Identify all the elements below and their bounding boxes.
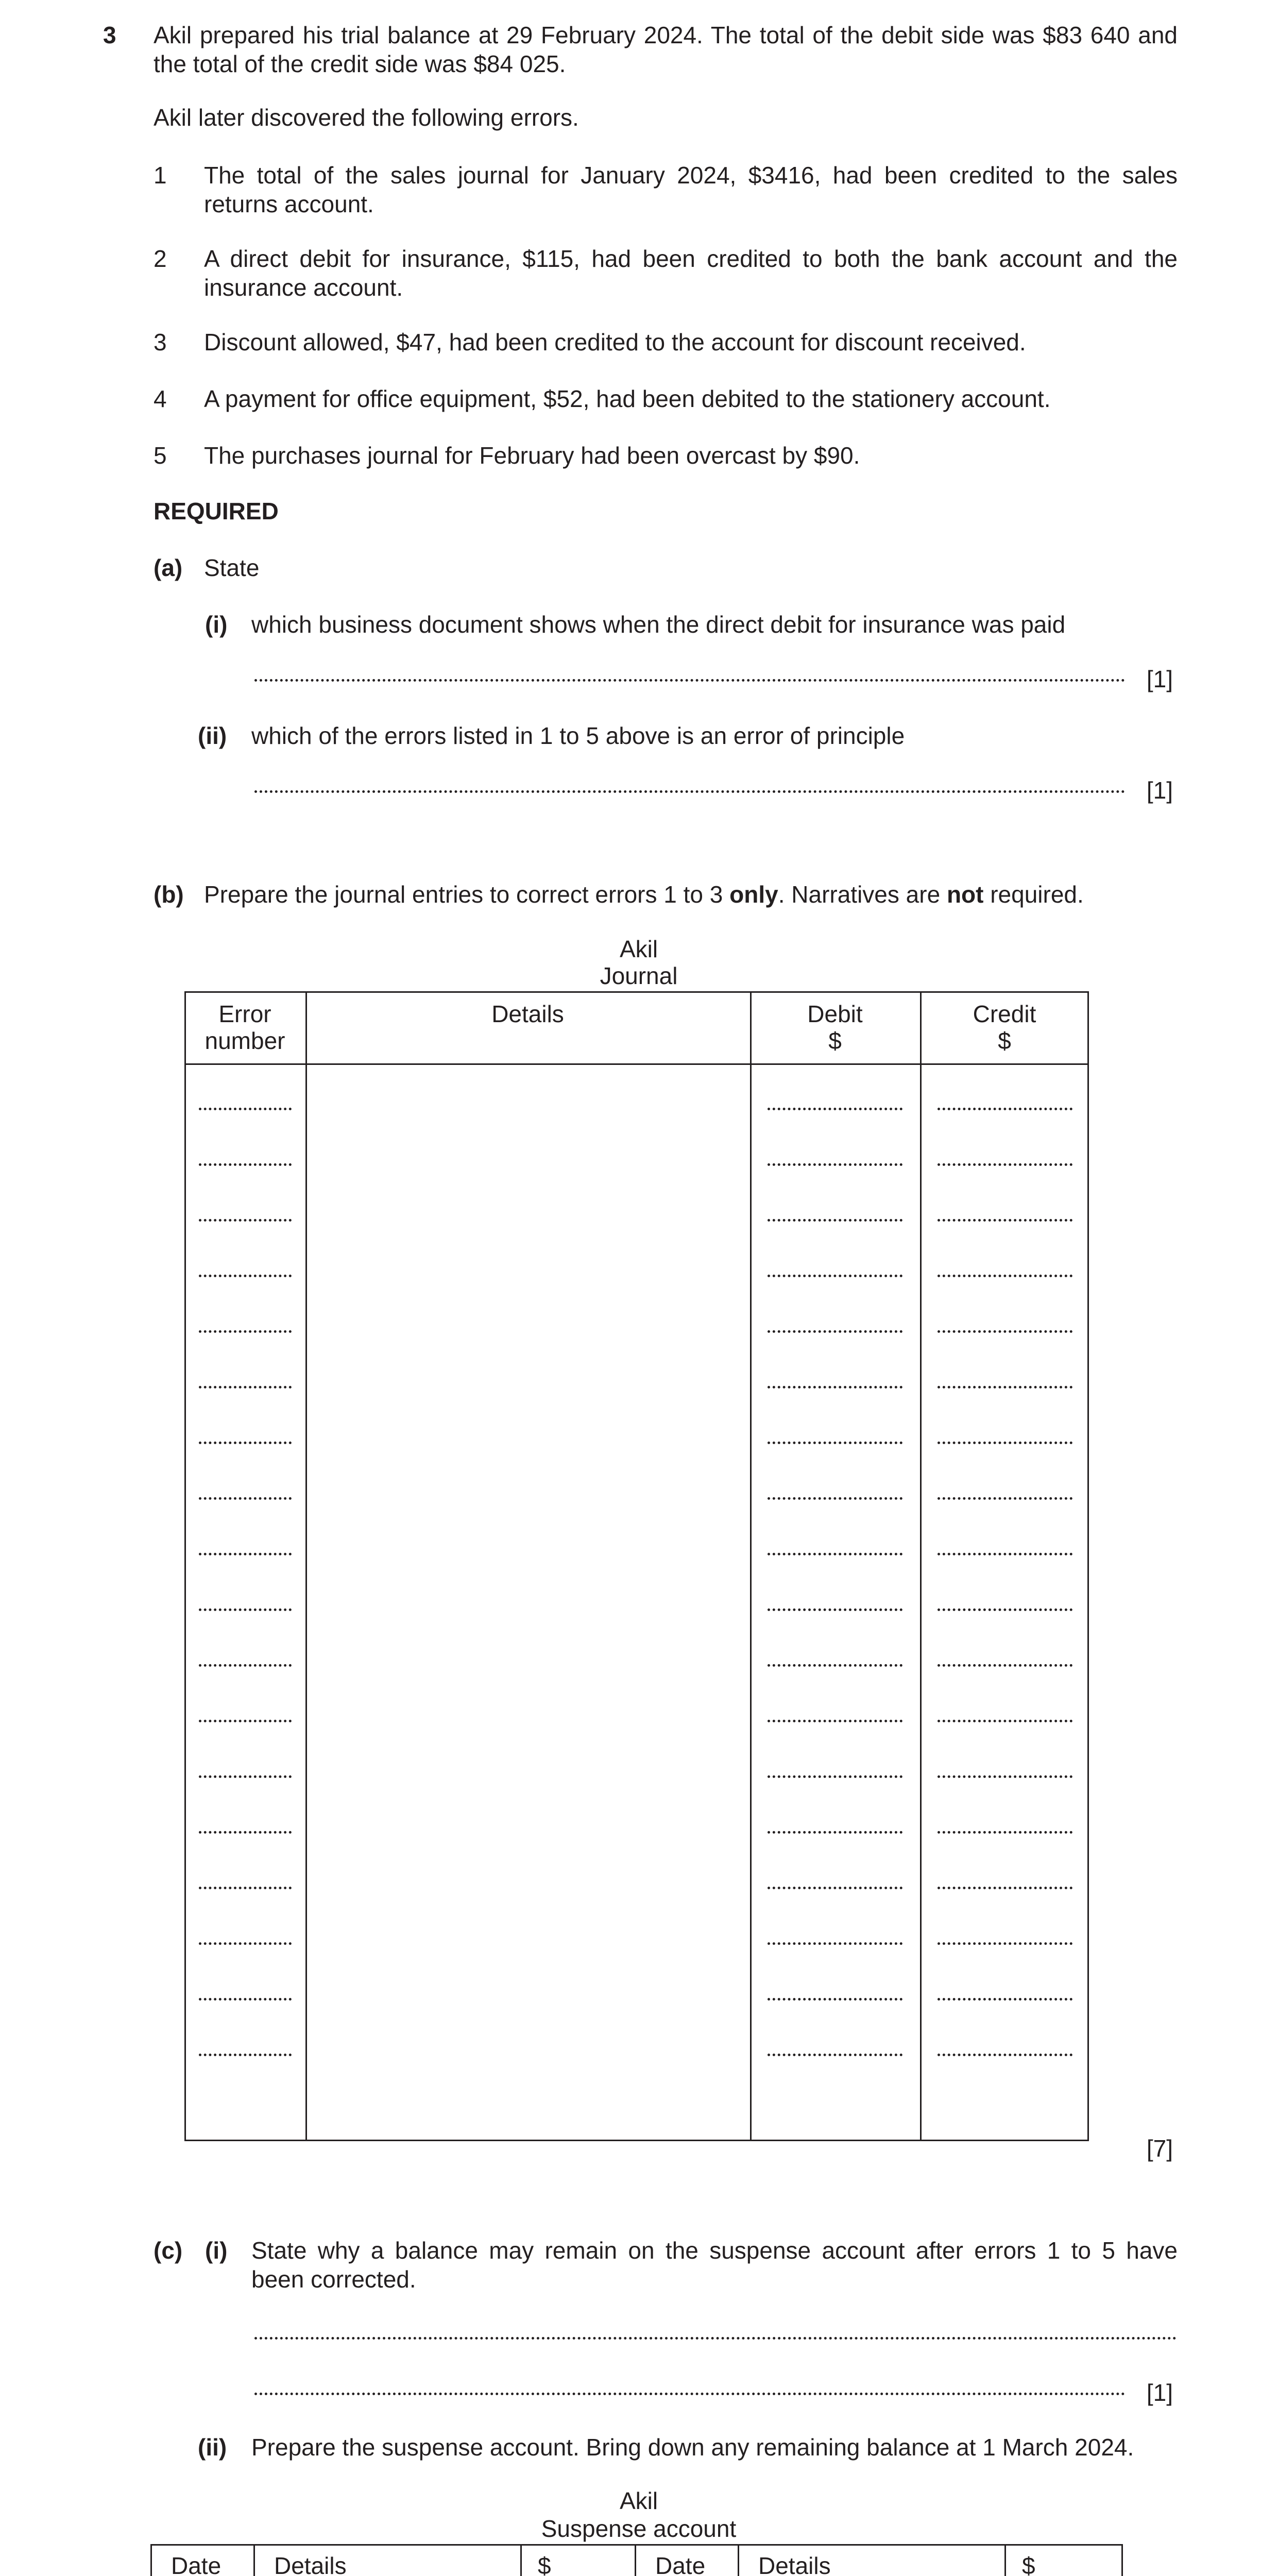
journal-header-debit-unit: $ bbox=[828, 1027, 842, 1054]
error-1-line1: The total of the sales journal for January 2024, $3416, had been credited to the sales bbox=[204, 162, 1178, 189]
journal-error-number-input[interactable] bbox=[199, 1163, 292, 1166]
error-1-number: 1 bbox=[154, 162, 167, 189]
part-c-ii-label: (ii) bbox=[198, 2434, 227, 2461]
suspense-owner: Akil bbox=[619, 2487, 658, 2514]
journal-credit-input[interactable] bbox=[938, 1442, 1072, 1444]
part-a-i-mark: [1] bbox=[1146, 666, 1173, 692]
journal-credit-input[interactable] bbox=[938, 1775, 1072, 1778]
journal-header-error-2: number bbox=[205, 1027, 285, 1054]
answer-line-a-ii[interactable] bbox=[254, 790, 1125, 793]
journal-title: Journal bbox=[600, 962, 678, 989]
question-number: 3 bbox=[103, 22, 116, 48]
journal-debit-input[interactable] bbox=[768, 1163, 902, 1166]
journal-credit-input[interactable] bbox=[938, 1163, 1072, 1166]
journal-header-divider bbox=[184, 1063, 1089, 1065]
journal-debit-input[interactable] bbox=[768, 1942, 902, 1945]
journal-error-number-input[interactable] bbox=[199, 1553, 292, 1555]
journal-error-number-input[interactable] bbox=[199, 1386, 292, 1388]
part-b-instruction bbox=[204, 880, 1084, 909]
suspense-header-date-credit: Date bbox=[655, 2552, 706, 2576]
suspense-col-divider-3 bbox=[635, 2544, 636, 2576]
part-b-text-post: required. bbox=[983, 881, 1084, 908]
journal-error-number-input[interactable] bbox=[199, 1831, 292, 1834]
journal-error-number-input[interactable] bbox=[199, 1942, 292, 1945]
error-5-line1: The purchases journal for February had been overcast by $90. bbox=[204, 442, 860, 469]
suspense-col-divider-4 bbox=[738, 2544, 739, 2576]
part-b-text-pre: Prepare the journal entries to correct errors 1 to 3 bbox=[204, 881, 730, 908]
part-b-text-mid: . Narratives are bbox=[778, 881, 947, 908]
journal-error-number-input[interactable] bbox=[199, 1275, 292, 1277]
required-heading: REQUIRED bbox=[154, 498, 279, 524]
journal-credit-input[interactable] bbox=[938, 1720, 1072, 1722]
journal-debit-input[interactable] bbox=[768, 1720, 902, 1722]
journal-debit-input[interactable] bbox=[768, 1775, 902, 1778]
journal-credit-input[interactable] bbox=[938, 1831, 1072, 1834]
journal-credit-input[interactable] bbox=[938, 1608, 1072, 1611]
suspense-header-amount-credit: $ bbox=[1022, 2552, 1035, 2576]
error-3-line1: Discount allowed, $47, had been credited to the account for discount received. bbox=[204, 329, 1026, 355]
error-2-line1: A direct debit for insurance, $115, had been credited to both the bank account and the bbox=[204, 245, 1178, 272]
journal-error-number-input[interactable] bbox=[199, 1887, 292, 1889]
suspense-col-divider-5 bbox=[1004, 2544, 1006, 2576]
part-c-i-label: (i) bbox=[205, 2237, 228, 2264]
journal-debit-input[interactable] bbox=[768, 1608, 902, 1611]
part-a-i-text: which business document shows when the direct debit for insurance was paid bbox=[251, 611, 1066, 638]
journal-credit-input[interactable] bbox=[938, 1108, 1072, 1110]
part-b-label: (b) bbox=[154, 881, 184, 908]
errors-intro: Akil later discovered the following errors. bbox=[154, 104, 579, 131]
journal-error-number-input[interactable] bbox=[199, 1497, 292, 1500]
suspense-col-divider-1 bbox=[253, 2544, 255, 2576]
journal-credit-input[interactable] bbox=[938, 1330, 1072, 1333]
journal-error-number-input[interactable] bbox=[199, 1664, 292, 1667]
journal-header-debit: Debit bbox=[807, 1001, 863, 1027]
suspense-col-divider-2 bbox=[520, 2544, 522, 2576]
journal-credit-input[interactable] bbox=[938, 1998, 1072, 2001]
journal-error-number-input[interactable] bbox=[199, 1608, 292, 1611]
part-b-text-only: only bbox=[729, 881, 778, 908]
suspense-header-details-debit: Details bbox=[274, 2552, 347, 2576]
error-4-number: 4 bbox=[154, 385, 167, 412]
part-a-ii-mark: [1] bbox=[1146, 777, 1173, 804]
part-c-i-line2: been corrected. bbox=[251, 2266, 416, 2293]
error-3-number: 3 bbox=[154, 329, 167, 355]
journal-credit-input[interactable] bbox=[938, 1497, 1072, 1500]
journal-col-divider-2 bbox=[750, 991, 752, 2141]
part-a-label: (a) bbox=[154, 554, 183, 581]
journal-credit-input[interactable] bbox=[938, 1664, 1072, 1667]
answer-line-c-i-1[interactable] bbox=[254, 2337, 1177, 2340]
journal-debit-input[interactable] bbox=[768, 1664, 902, 1667]
journal-debit-input[interactable] bbox=[768, 1998, 902, 2001]
suspense-header-details-credit: Details bbox=[758, 2552, 831, 2576]
part-c-i-line1: State why a balance may remain on the suspense account after errors 1 to 5 have bbox=[251, 2237, 1178, 2264]
journal-error-number-input[interactable] bbox=[199, 1775, 292, 1778]
part-a-i-label: (i) bbox=[205, 611, 228, 638]
question-intro-line2: the total of the credit side was $84 025. bbox=[154, 50, 566, 77]
journal-credit-input[interactable] bbox=[938, 1942, 1072, 1945]
journal-debit-input[interactable] bbox=[768, 1553, 902, 1555]
error-1-line2: returns account. bbox=[204, 191, 374, 217]
journal-credit-input[interactable] bbox=[938, 1275, 1072, 1277]
error-4-line1: A payment for office equipment, $52, had been debited to the stationery account. bbox=[204, 385, 1051, 412]
journal-debit-input[interactable] bbox=[768, 1386, 902, 1388]
journal-header-credit: Credit bbox=[973, 1001, 1036, 1027]
journal-error-number-input[interactable] bbox=[199, 2054, 292, 2056]
part-b-text-not: not bbox=[946, 881, 984, 908]
journal-credit-input[interactable] bbox=[938, 1887, 1072, 1889]
part-a-text: State bbox=[204, 554, 260, 581]
journal-debit-input[interactable] bbox=[768, 1330, 902, 1333]
journal-header-error-1: Error bbox=[218, 1001, 271, 1027]
journal-header-details: Details bbox=[491, 1001, 564, 1027]
error-2-number: 2 bbox=[154, 245, 167, 272]
part-c-i-mark: [1] bbox=[1146, 2379, 1173, 2406]
journal-debit-input[interactable] bbox=[768, 1275, 902, 1277]
journal-error-number-input[interactable] bbox=[199, 1442, 292, 1444]
journal-header-credit-unit: $ bbox=[998, 1027, 1011, 1054]
journal-col-divider-1 bbox=[305, 991, 307, 2141]
journal-debit-input[interactable] bbox=[768, 2054, 902, 2056]
journal-debit-input[interactable] bbox=[768, 1497, 902, 1500]
journal-debit-input[interactable] bbox=[768, 1887, 902, 1889]
journal-debit-input[interactable] bbox=[768, 1219, 902, 1222]
suspense-header-amount-debit: $ bbox=[538, 2552, 551, 2576]
journal-error-number-input[interactable] bbox=[199, 1330, 292, 1333]
journal-debit-input[interactable] bbox=[768, 1442, 902, 1444]
suspense-header-date-debit: Date bbox=[171, 2552, 221, 2576]
journal-error-number-input[interactable] bbox=[199, 1998, 292, 2001]
journal-error-number-input[interactable] bbox=[199, 1108, 292, 1110]
part-c-label: (c) bbox=[154, 2237, 183, 2264]
part-c-ii-text: Prepare the suspense account. Bring down any remaining balance at 1 March 2024. bbox=[251, 2434, 1134, 2461]
error-2-line2: insurance account. bbox=[204, 274, 403, 301]
part-a-ii-text: which of the errors listed in 1 to 5 above is an error of principle bbox=[251, 722, 905, 749]
suspense-title: Suspense account bbox=[541, 2515, 737, 2542]
journal-col-divider-3 bbox=[920, 991, 922, 2141]
journal-credit-input[interactable] bbox=[938, 1386, 1072, 1388]
answer-line-c-i-2[interactable] bbox=[254, 2393, 1125, 2395]
part-a-ii-label: (ii) bbox=[198, 722, 227, 749]
journal-debit-input[interactable] bbox=[768, 1831, 902, 1834]
journal-debit-input[interactable] bbox=[768, 1108, 902, 1110]
answer-line-a-i[interactable] bbox=[254, 679, 1125, 682]
journal-credit-input[interactable] bbox=[938, 2054, 1072, 2056]
journal-owner: Akil bbox=[619, 936, 658, 962]
part-b-mark: [7] bbox=[1146, 2135, 1173, 2162]
journal-credit-input[interactable] bbox=[938, 1219, 1072, 1222]
journal-credit-input[interactable] bbox=[938, 1553, 1072, 1555]
journal-error-number-input[interactable] bbox=[199, 1720, 292, 1722]
question-intro-line1: Akil prepared his trial balance at 29 February 2024. The total of the debit side was $83 640 and bbox=[154, 22, 1178, 48]
error-5-number: 5 bbox=[154, 442, 167, 469]
journal-error-number-input[interactable] bbox=[199, 1219, 292, 1222]
